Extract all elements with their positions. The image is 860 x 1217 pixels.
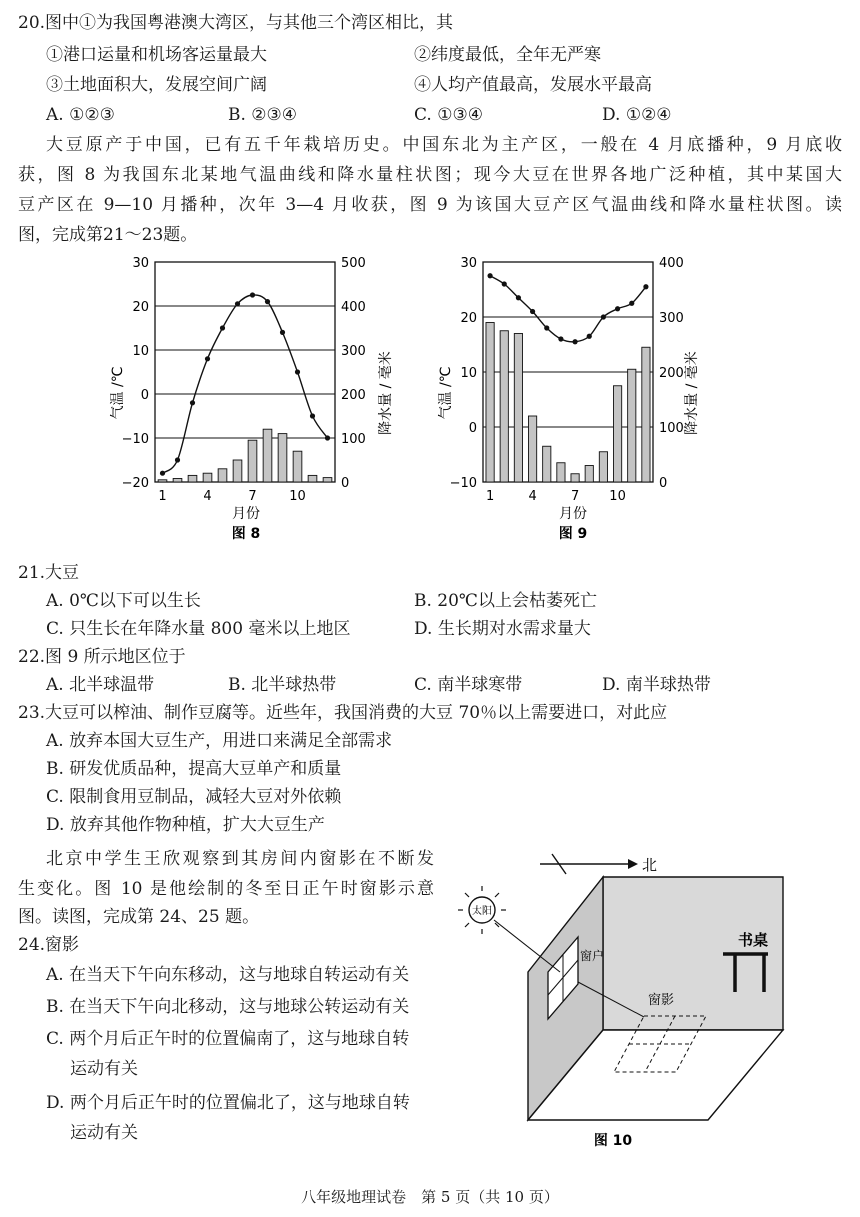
x-tick-label: 7: [248, 489, 257, 504]
precip-bar: [571, 474, 579, 482]
passage1-line-3: 豆产区在 9—10 月播种，次年 3—4 月收获，图 9 为该国大豆产区气温曲线和降水量柱状图。读: [18, 195, 842, 215]
desk-label: 书桌: [738, 931, 769, 949]
precip-bar: [628, 369, 636, 482]
q22-option-d[interactable]: D. 南半球热带: [602, 675, 711, 695]
temp-tick-label: −20: [121, 476, 149, 491]
precip-bar: [599, 452, 607, 482]
temperature-point: [235, 301, 240, 306]
precip-bar: [486, 323, 494, 483]
precip-tick-label: 400: [341, 300, 366, 315]
q20-option-d[interactable]: D. ①②④: [602, 105, 672, 125]
q24-stem: 24.窗影: [18, 935, 80, 955]
temperature-point: [516, 295, 521, 300]
precip-bar: [248, 440, 257, 482]
precip-tick-label: 100: [341, 432, 366, 447]
q20-option-a[interactable]: A. ①②③: [46, 105, 115, 125]
passage1-line-4: 图，完成第21～23题。: [18, 225, 198, 245]
q23-stem: 23.大豆可以榨油、制作豆腐等。近些年，我国消费的大豆 70％以上需要进口，对此应: [18, 703, 668, 723]
precip-bar: [613, 386, 621, 482]
passage2-line-3: 图。读图，完成第 24、25 题。: [18, 907, 260, 927]
sun-label: 太阳: [472, 906, 492, 917]
temperature-point: [587, 334, 592, 339]
precip-bar: [263, 429, 272, 482]
north-label: 北: [642, 856, 658, 874]
precip-tick-label: 200: [659, 366, 684, 381]
precip-bar: [528, 416, 536, 482]
temp-tick-label: −10: [449, 476, 477, 491]
temperature-point: [205, 356, 210, 361]
q20-statement-4: ④人均产值最高，发展水平最高: [414, 75, 652, 95]
q23-option-d[interactable]: D. 放弃其他作物种植，扩大大豆生产: [46, 815, 325, 835]
x-tick-label: 1: [158, 489, 167, 504]
q21-option-c[interactable]: C. 只生长在年降水量 800 毫米以上地区: [46, 619, 351, 639]
page-footer: 八年级地理试卷 第 5 页（共 10 页）: [301, 1188, 559, 1206]
precip-bar: [543, 446, 551, 482]
figure-8-climate-chart: [100, 248, 410, 548]
q24-option-d-cont: 运动有关: [70, 1123, 138, 1143]
q21-option-a[interactable]: A. 0℃以下可以生长: [46, 591, 201, 611]
precip-tick-label: 0: [659, 476, 668, 491]
temperature-point: [325, 435, 330, 440]
temp-tick-label: 20: [132, 300, 149, 315]
temp-tick-label: 20: [460, 311, 477, 326]
temperature-point: [190, 400, 195, 405]
figure-10-window-shadow-diagram: [448, 842, 828, 1152]
precip-bar: [585, 466, 593, 483]
fig8-xlabel: 月份: [232, 506, 260, 522]
precip-tick-label: 0: [341, 476, 350, 491]
temp-tick-label: 10: [132, 344, 149, 359]
q22-option-b[interactable]: B. 北半球热带: [228, 675, 337, 695]
temp-tick-label: 30: [460, 256, 477, 271]
precip-bar: [188, 475, 197, 482]
precip-tick-label: 300: [341, 344, 366, 359]
temperature-point: [544, 325, 549, 330]
q20-stem: 20.图中①为我国粤港澳大湾区，与其他三个湾区相比，其: [18, 13, 454, 33]
q24-option-c-cont: 运动有关: [70, 1059, 138, 1079]
temp-tick-label: 0: [468, 421, 477, 436]
q24-option-a[interactable]: A. 在当天下午向东移动，这与地球自转运动有关: [46, 965, 410, 985]
fig9-ylabel-right: 降水量 / 毫米: [684, 351, 700, 435]
q21-stem: 21.大豆: [18, 563, 80, 583]
temperature-point: [615, 306, 620, 311]
temperature-point: [310, 413, 315, 418]
x-tick-label: 10: [289, 489, 306, 504]
temperature-point: [530, 309, 535, 314]
temp-tick-label: 30: [132, 256, 149, 271]
q22-option-c[interactable]: C. 南半球寒带: [414, 675, 523, 695]
q22-stem: 22.图 9 所示地区位于: [18, 647, 186, 667]
window-label: 窗户: [580, 949, 605, 963]
temperature-point: [502, 281, 507, 286]
temperature-point: [160, 471, 165, 476]
q23-option-b[interactable]: B. 研发优质品种，提高大豆单产和质量: [46, 759, 342, 779]
fig8-caption: 图 8: [231, 526, 261, 542]
q21-option-d[interactable]: D. 生长期对水需求量大: [414, 619, 591, 639]
temperature-point: [487, 273, 492, 278]
fig9-caption: 图 9: [558, 526, 588, 542]
q20-statement-2: ②纬度最低，全年无严寒: [414, 45, 601, 65]
temperature-curve: [163, 295, 328, 473]
precip-bar: [308, 475, 317, 482]
temp-tick-label: 0: [140, 388, 149, 403]
temperature-point: [629, 301, 634, 306]
precip-bar: [514, 334, 522, 483]
precip-bar: [203, 473, 212, 482]
temperature-point: [280, 330, 285, 335]
figure-9-climate-chart: [428, 248, 728, 548]
q22-option-a[interactable]: A. 北半球温带: [46, 675, 155, 695]
plot-frame: [155, 262, 335, 482]
fig10-caption: 图 10: [593, 1133, 633, 1149]
fig9-ylabel-left: 气温 /℃: [438, 366, 454, 420]
precip-bar: [158, 480, 167, 482]
fig8-ylabel-right: 降水量 / 毫米: [378, 351, 394, 435]
q20-option-c[interactable]: C. ①③④: [414, 105, 483, 125]
temperature-point: [643, 284, 648, 289]
precip-bar: [557, 463, 565, 482]
q24-option-b[interactable]: B. 在当天下午向北移动，这与地球公转运动有关: [46, 997, 410, 1017]
temperature-point: [265, 299, 270, 304]
precip-tick-label: 100: [659, 421, 684, 436]
temperature-point: [572, 339, 577, 344]
precip-tick-label: 200: [341, 388, 366, 403]
precip-bar: [500, 331, 508, 482]
q20-statement-3: ③土地面积大，发展空间广阔: [46, 75, 267, 95]
precip-bar: [278, 434, 287, 482]
q20-option-b[interactable]: B. ②③④: [228, 105, 298, 125]
x-tick-label: 4: [528, 489, 537, 504]
precip-bar: [218, 469, 227, 482]
shadow-label: 窗影: [648, 993, 675, 1008]
fig8-ylabel-left: 气温 /℃: [110, 366, 126, 420]
x-tick-label: 7: [570, 489, 580, 504]
x-tick-label: 4: [203, 489, 212, 504]
precip-tick-label: 400: [659, 256, 684, 271]
fig9-xlabel: 月份: [559, 506, 587, 522]
temperature-point: [175, 457, 180, 462]
north-arrow-icon: [540, 854, 638, 874]
temperature-point: [295, 369, 300, 374]
x-tick-label: 10: [609, 489, 626, 504]
temp-tick-label: 10: [460, 366, 477, 381]
precip-bar: [642, 347, 650, 482]
precip-bar: [173, 478, 182, 482]
passage1-line-2: 获，图 8 为我国东北某地气温曲线和降水量柱状图；现今大豆在世界各地广泛种植，其中某国大: [18, 165, 842, 185]
q21-option-b[interactable]: B. 20℃以上会枯萎死亡: [414, 591, 597, 611]
temperature-point: [558, 336, 563, 341]
precip-bar: [293, 451, 302, 482]
temperature-point: [601, 314, 606, 319]
precip-bar: [233, 460, 242, 482]
passage1-line-1: 大豆原产于中国，已有五千年栽培历史。中国东北为主产区，一般在 4 月底播种，9 月底收: [46, 135, 842, 155]
x-tick-label: 1: [485, 489, 495, 504]
q24-option-d[interactable]: D. 两个月后正午时的位置偏北了，这与地球自转: [46, 1093, 410, 1113]
temp-tick-label: −10: [121, 432, 149, 447]
precip-bar: [323, 478, 332, 482]
q23-option-a[interactable]: A. 放弃本国大豆生产，用进口来满足全部需求: [46, 731, 393, 751]
precip-tick-label: 500: [341, 256, 366, 271]
q23-option-c[interactable]: C. 限制食用豆制品，减轻大豆对外依赖: [46, 787, 342, 807]
passage2-line-2: 生变化。图 10 是他绘制的冬至日正午时窗影示意: [18, 879, 434, 899]
temperature-curve: [490, 276, 646, 342]
q20-statement-1: ①港口运量和机场客运量最大: [46, 45, 267, 65]
passage2-line-1: 北京中学生王欣观察到其房间内窗影在不断发: [46, 849, 434, 869]
temperature-point: [220, 325, 225, 330]
q24-option-c[interactable]: C. 两个月后正午时的位置偏南了，这与地球自转: [46, 1029, 410, 1049]
precip-tick-label: 300: [659, 311, 684, 326]
temperature-point: [250, 292, 255, 297]
